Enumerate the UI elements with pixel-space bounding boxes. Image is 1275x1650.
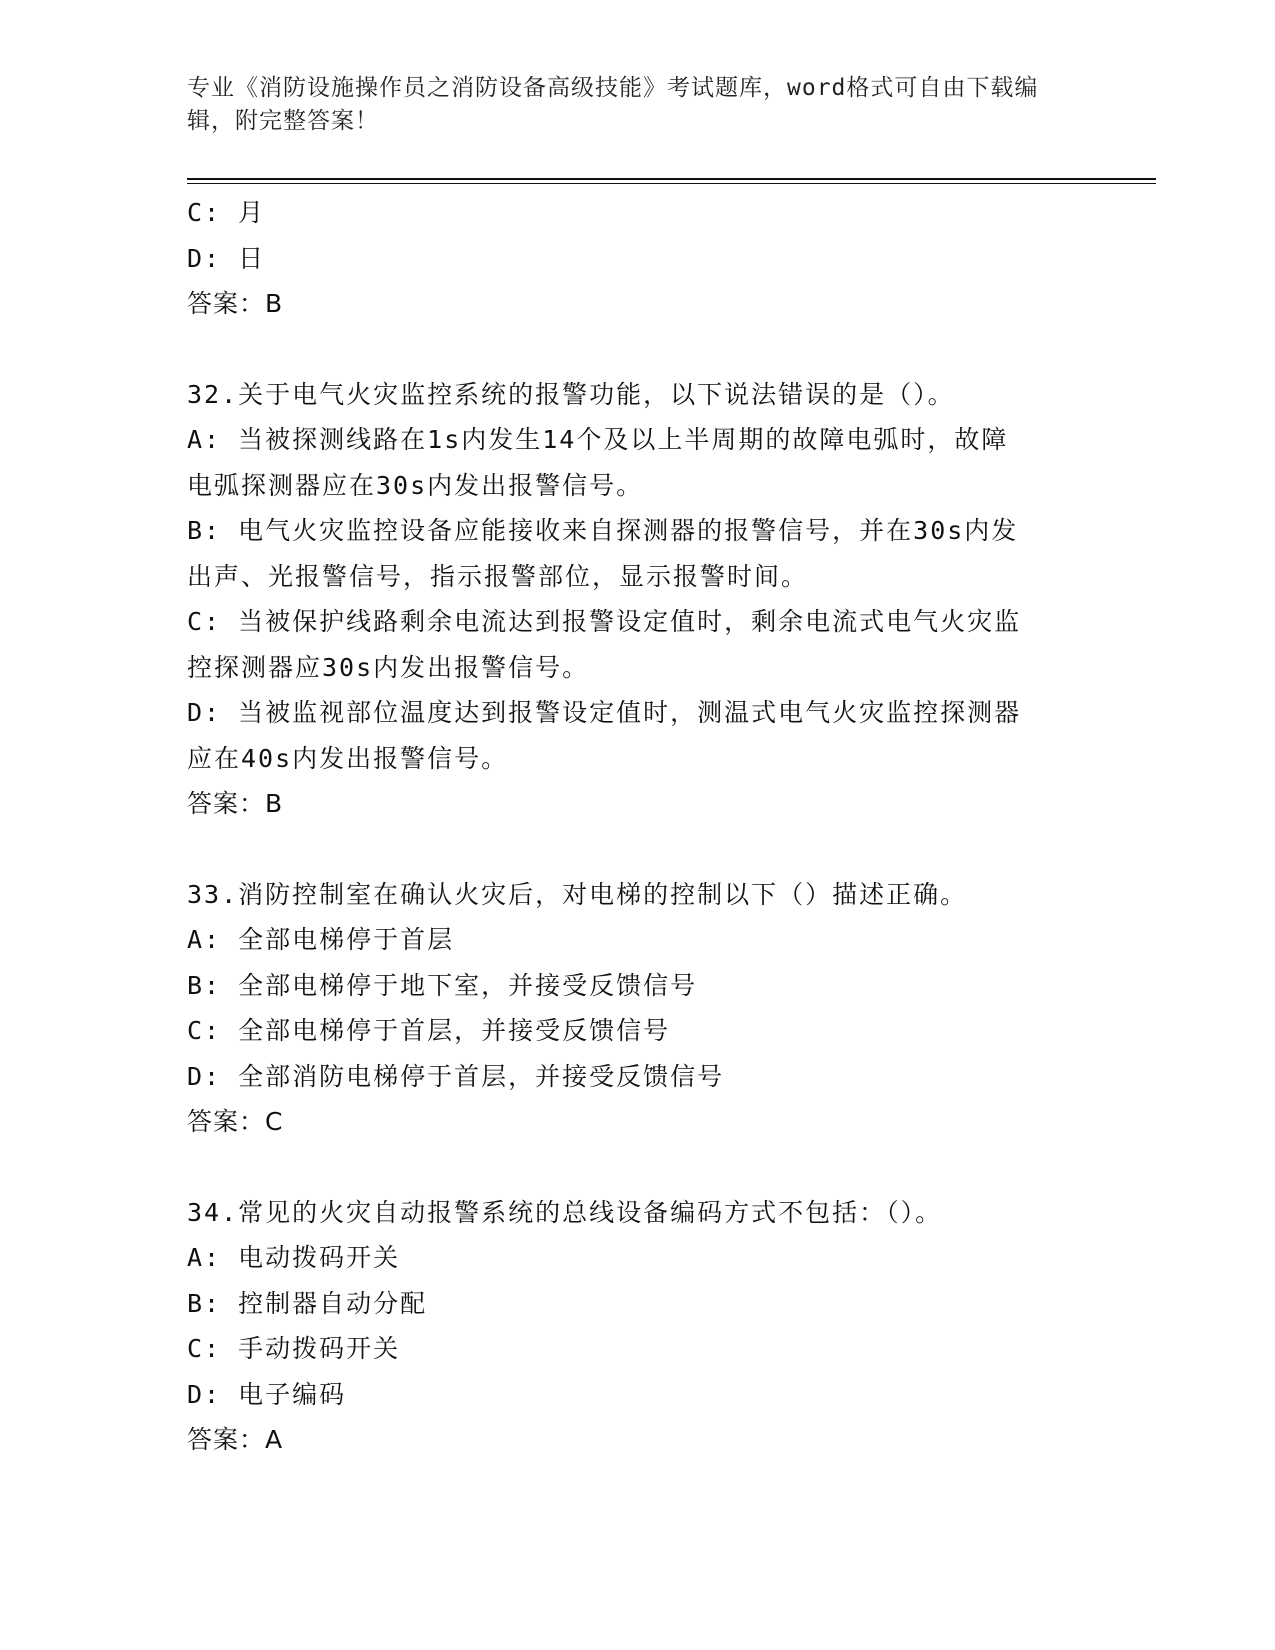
- q34-option-c: C: 手动拨码开关: [187, 1334, 401, 1363]
- q32-option-b-line1: B: 电气火灾监控设备应能接收来自探测器的报警信号，并在30s内发: [187, 516, 1019, 545]
- header-rule-thick: [187, 178, 1156, 180]
- q33-option-a: A: 全部电梯停于首层: [187, 925, 455, 954]
- spacer: [187, 327, 1087, 372]
- q33-option-d: D: 全部消防电梯停于首层，并接受反馈信号: [187, 1061, 725, 1091]
- q32-answer: 答案：B: [187, 789, 284, 818]
- q34-option-b: B: 控制器自动分配: [187, 1288, 428, 1318]
- q34-option-d: D: 电子编码: [187, 1379, 347, 1409]
- q34-option-a: A: 电动拨码开关: [187, 1243, 401, 1272]
- q33-answer: 答案：C: [187, 1107, 284, 1136]
- q32-option-d-line1: D: 当被监视部位温度达到报警设定值时，测温式电气火灾监控探测器: [187, 698, 1022, 727]
- q33-stem: 33.消防控制室在确认火灾后，对电梯的控制以下（）描述正确。: [187, 879, 968, 909]
- q32-option-c-line2: 控探测器应30s内发出报警信号。: [187, 652, 590, 682]
- q32-option-a-line2: 电弧探测器应在30s内发出报警信号。: [187, 470, 644, 500]
- q32-option-a-line1: A: 当被探测线路在1s内发生14个及以上半周期的故障电弧时，故障: [187, 425, 1009, 454]
- q32-option-c-line1: C: 当被保护线路剩余电流达到报警设定值时，剩余电流式电气火灾监: [187, 607, 1022, 636]
- question-content: [187, 190, 1087, 1463]
- q34-stem: 34.常见的火灾自动报警系统的总线设备编码方式不包括：（）。: [187, 1197, 943, 1227]
- prev-answer: 答案：B: [187, 289, 284, 318]
- header-rule-thin: [187, 183, 1156, 184]
- document-header: [187, 72, 1067, 138]
- q32-option-b-line2: 出声、光报警信号，指示报警部位，显示报警时间。: [187, 561, 809, 591]
- q33-option-b: B: 全部电梯停于地下室，并接受反馈信号: [187, 970, 698, 1000]
- header-line-2: 辑，附完整答案！: [187, 108, 379, 134]
- prev-option-d: D: 日: [187, 243, 266, 273]
- prev-option-c: C: 月: [187, 198, 266, 227]
- q34-answer: 答案：A: [187, 1425, 284, 1454]
- q33-option-c: C: 全部电梯停于首层，并接受反馈信号: [187, 1016, 671, 1045]
- spacer: [187, 1145, 1087, 1190]
- header-line-1: 专业《消防设施操作员之消防设备高级技能》考试题库，word格式可自由下载编: [187, 75, 1039, 101]
- q32-option-d-line2: 应在40s内发出报警信号。: [187, 743, 509, 773]
- q32-stem: 32.关于电气火灾监控系统的报警功能，以下说法错误的是（）。: [187, 379, 955, 409]
- spacer: [187, 827, 1087, 872]
